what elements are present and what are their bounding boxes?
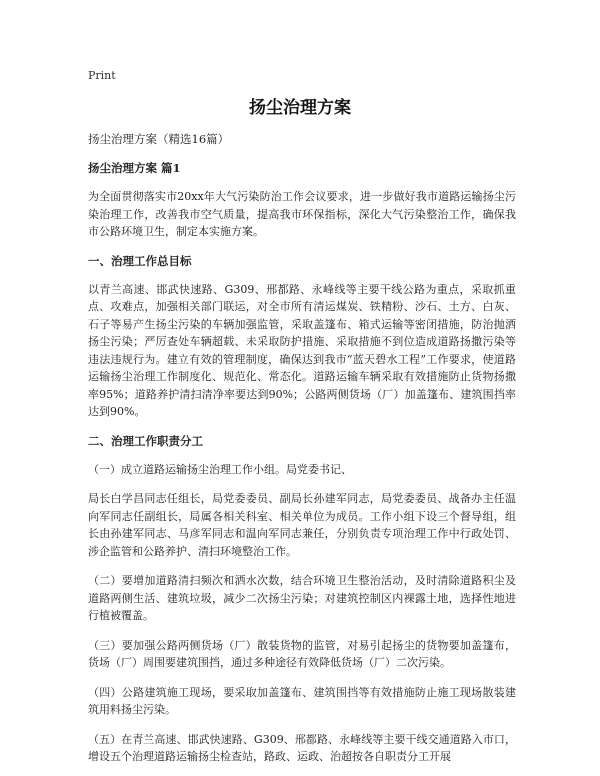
print-link[interactable]: Print <box>88 69 116 82</box>
document-title: 扬尘治理方案 <box>249 98 351 118</box>
section-heading-goals: 一、治理工作总目标 <box>88 253 192 268</box>
item-5-paragraph: （五）在青兰高速、邯武快速路、G309、邢都路、永峰线等主要干线交通道路入市口，增设五个治理道路运输扬尘检查站，路政、运政、治超按各自职责分工开展 <box>88 732 516 763</box>
document-subtitle: 扬尘治理方案（精选16篇） <box>88 132 230 146</box>
article-heading: 扬尘治理方案 篇1 <box>88 161 181 175</box>
intro-paragraph: 为全面贯彻落实市20xx年大气污染防治工作会议要求，进一步做好我市道路运输扬尘污染治理工作，改善我市空气质量，提高我市环保指标，深化大气污染整治工作，确保我市公路环境卫生，制定本实施方案。 <box>88 190 516 238</box>
item-4-paragraph: （四）公路建筑施工现场，要采取加盖篷布、建筑围挡等有效措施防止施工现场散装建筑用料扬尘污染。 <box>88 685 516 716</box>
item-3-paragraph: （三）要加强公路两侧货场（厂）散装货物的监管，对易引起扬尘的货物要加盖篷布，货场（厂）周围要建筑围挡，通过多种途径有效降低货场（厂）二次污染。 <box>88 638 516 669</box>
goals-paragraph: 以青兰高速、邯武快速路、G309、邢都路、永峰线等主要干线公路为重点，采取抓重点、攻难点，加强相关部门联运，对全市所有清运煤炭、铁精粉、沙石、土方、白灰、石子等易产生扬尘污染的车辆加强监管，采取盖篷布、箱式运输等密闭措施，防治抛洒扬尘污染；严厉查处车辆超载、未采取防护措施、采取措施不到位造成道路扬撒污染等违法违规行为。建立有效的管理制度，确保达到我市“蓝天碧水工程”工作要求，使道路运输扬尘治理工作制度化、规范化、常态化。道路运输车辆采取有效措施防止货物扬撒率95%；道路养护清扫清净率要达到90%；公路两侧货场（厂）加盖篷布、建筑围挡率达到90%。 <box>88 282 516 418</box>
document-body <box>88 131 516 776</box>
section-heading-responsibilities: 二、治理工作职责分工 <box>88 433 203 448</box>
item-1-detail-paragraph: 局长白学昌同志任组长，局党委委员、副局长孙建军同志，局党委委员、战备办主任温向军同志任副组长，局属各相关科室、相关单位为成员。工作小组下设三个督导组，组长由孙建军同志、马彦军同志和温向军同志兼任，分别负责专项治理工作中行政处罚、涉企监管和公路养护、清扫环境整治工作。 <box>88 492 516 558</box>
item-1-paragraph: （一）成立道路运输扬尘治理工作小组。局党委书记、 <box>88 462 352 476</box>
item-2-paragraph: （二）要增加道路清扫频次和洒水次数，结合环境卫生整治活动，及时清除道路积尘及道路两侧生活、建筑垃圾，减少二次扬尘污染；对建筑控制区内裸露土地，选择性地进行植被覆盖。 <box>88 574 516 622</box>
